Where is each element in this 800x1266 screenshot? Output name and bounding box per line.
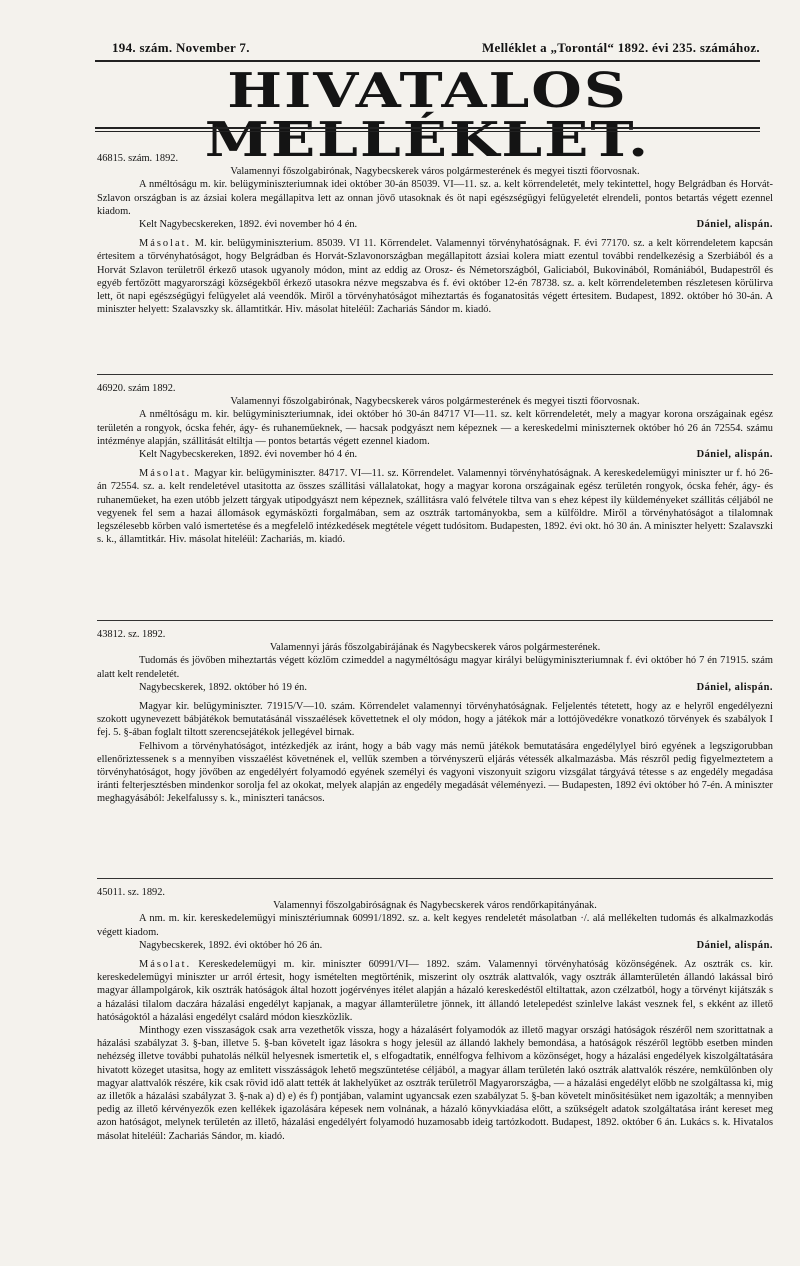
notice-address: Valamennyi főszolgabirónak, Nagybecskerek város polgármesterének és megyei tiszti főorvosnak.: [230, 166, 640, 178]
notice-address: Valamennyi járás főszolgabirájának és Nagybecskerek város polgármesterének.: [269, 642, 601, 654]
notice-number: 46815. szám. 1892.: [97, 153, 179, 164]
notice-copy: Magyar kir. belügyminiszter. 71915/V—10. szám. Körrendelet valamennyi törvényhatóságnak. Feljelentés tétetett, hogy az e helyről engedélyezni szokott ugynevezett bábjátékok bemutatásánál visszaélések követtetnek el oly módon, hogy a játékok már a lottójövedékre vonatkozó törvények és szabályok I fej. 5. §-ában foglalt tiltott szerencsejátékok jellegével birnak.: [97, 701, 773, 739]
notice-copy: Kereskedelemügyi m. kir. miniszter 60991/VI— 1892. szám. Valamennyi törvényhatóság közönségének. Az osztrák cs. kir. kereskedelemügyi miniszter ur arról értesit, hogy ismételten megtörténik, miszerint oly osztrák alattvalók, vagy osztrák államterületén állandó lakással biró magyar állampolgárok, kik osztrák hatóságok által hozott jogérvényes itélet alapján a házaló kereskedéstől eltiltattak, azon czélzatból, hogy a törvényt kijátszák s a házalási tilalom daczára házalási engedélyt kapjanak, a magyar államterületre jönnek, itt állandó letelepedést szinlelve lakást vesznek fel, s ekként az illető hatóságoktól a házalási engedélyt csalárd módon kieszközlik.: [97, 959, 773, 1023]
notice-signature: Dániel, alispán.: [696, 939, 773, 951]
notice-dated: Kelt Nagybecskereken, 1892. évi november hó 4 én.: [139, 219, 358, 231]
title-rule-bottom: [95, 131, 760, 132]
notice-copy-continued: Minthogy ezen visszaságok csak arra vezethetők vissza, hogy a házalásért folyamodók az illető magyar országi hatóságok részéről nem szorittatnak a házalási szabályzat 3. §-ban, illetve 5. §-ban követelt igaz lásokra s hogy jelesül az állandó lakhely bemondása, a hatóságok részéről legtöbb esetben minden nehézség illetve további puhatolás nélkül helyesnek ismertetik el, s elfogadtatik, ennélfogva felhivom a közönséget, hogy a házalási engedélyek kiszolgáltatására hivatott közeget utasitsa, hogy az emlitett visszásságok lehető megszüntetése céljából, a magyar állam területén lakó osztrák alattvalók részére, nemkülönben oly magyar alattvalók részére, kik csak rövid idő alatt tették át lakhelyüket az osztrák területről Magyarországba, — a házalási engedélyt előbb ne szolgáltassa ki, mig az illetők a házalási szabályzat 3. §-nak a) d) e) és f) pontjában, valamint ugyancsak ezen szabályzat 5. §-ban követelt minősitésüket nem igazolták; a mennyiben pedig az illető kérvényezők ezen kellékek igazolására képesek nem volnának, a házaló könyvkiadása előtt, a szükségelt adatok szolgáltatása iránt kereset meg azon hatóságot, melynek területén az illető, házalási engedélyért folyamodó huzamosabb ideig tartózkodott. Budapest, 1892. október 6 án. Lukács s. k. Hivatalos másolat hiteléül: Zachariás Sándor, m. kiadó.: [97, 1025, 773, 1142]
notice-number: 45011. sz. 1892.: [97, 887, 166, 898]
section-divider: [97, 620, 773, 621]
notice-address: Valamennyi főszolgabirónak, Nagybecskerek város polgármesterének és megyei tiszti főorvosnak.: [230, 396, 640, 408]
issue-number: 194. szám. November 7.: [112, 40, 250, 55]
notice-copy: M. kir. belügyminiszterium. 85039. VI 11. Körrendelet. Valamennyi törvényhatóságnak. F. évi 77170. sz. a kelt körrendeletem kapcsán értesitem a törvényhatóságot, hogy Belgrádban és Horvát-Szlavonországban megállapitott ázsiai kolera miatt ezentul további rendelkezésig a Szerbiából és a Horvát Szlavon területről érkező utasok ugyanoly módon, mint az eddig az Orosz- és Németországból, Galiciaból, Bukovinából, Romániából, Budapestről és egyéb fertőzött magyarországi községekből érkező utasokra nézve megszabva és f. évi október 12-én 78738. sz. a. kelt körrendeletemben részletesen körülirva lett, öt napi egészségügyi felügyelet alá veendők. Miről a törvényhatóságot miheztartás és foganatositás végett értesitem. Budapest, 1892. október hó 30-án. A miniszter helyett: Szalavszky sk. államtitkár. Hiv. másolat hiteléül: Zachariás Sándor m. kiadó.: [97, 238, 773, 316]
notice-signature: Dániel, alispán.: [696, 681, 773, 693]
notice-body: Tudomás és jövőben miheztartás végett közlöm czimeddel a nagyméltóságu magyar királyi belügyminiszteriumnak f. évi október hó 7 én 71915. szám alatt kelt rendeletét.: [97, 655, 773, 680]
notice-signature: Dániel, alispán.: [696, 449, 773, 461]
notice-body: A nm. m. kir. kereskedelemügyi minisztériumnak 60991/1892. sz. a. kelt kegyes rendeletét másolatban ·/. alá mellékelten tudomás és alkalmazkodás végett kiadom.: [97, 913, 773, 938]
notice-number: 46920. szám 1892.: [97, 383, 176, 394]
copy-label: Másolat.: [139, 959, 192, 971]
header-rule: [95, 60, 760, 62]
section-divider: [97, 374, 773, 375]
notice-number: 43812. sz. 1892.: [97, 629, 166, 640]
supplement-note: Melléklet a „Torontál“ 1892. évi 235. számához.: [481, 40, 760, 55]
section-divider: [97, 878, 773, 879]
page-title: HIVATALOS MELLÉKLET.: [204, 62, 651, 168]
copy-label: Másolat.: [139, 468, 192, 480]
notice-46920: [97, 382, 773, 546]
notice-body: A nméltóságu m. kir. belügyminiszteriumnak idei október 30-án 85039. VI—11. sz. a. kelt körrendeletét, mely tekintettel, hogy Belgrádban és Horvát-Szlavon országban is az ázsiai kolera megállapitva lett az onnan jövő utasoknak és öt napi egészségügyi felügyeletét elrendeli, pontos betartás végett ezennel kiadom.: [97, 179, 773, 217]
copy-label: Másolat.: [139, 238, 192, 250]
title-rule-top: [95, 127, 760, 129]
notice-46815: [97, 152, 773, 316]
notice-body: A nméltóságu m. kir. belügyminiszteriumnak, idei október hó 30-án 84717 VI—11. sz. kelt körrendeletét, mely a magyar korona országainak egész területén a rongyok, ócska fehér, ágy- és ruhaneműeknek, — hacsak podgyászt nem képeznek — a kereskedelmi miniszternek október hó 26 án 72554. számu intézménye alapján, szállitását eltiltja — pontos betartás végett ezennel kiadom.: [97, 409, 773, 447]
notice-45011: [97, 886, 773, 1143]
notice-43812: [97, 628, 773, 806]
notice-address: Valamennyi főszolgabiróságnak és Nagybecskerek város rendőrkapitányának.: [273, 900, 597, 912]
notice-signature: Dániel, alispán.: [696, 219, 773, 231]
notice-dated: Kelt Nagybecskereken, 1892. évi november hó 4 én.: [139, 449, 358, 461]
notice-copy-continued: Felhivom a törvényhatóságot, intézkedjék az iránt, hogy a báb vagy más nemü játékok bemutatására engedélylyel biró egyének a legszigorubban ellenőriztessenek s a mennyiben visszaélést követnének el, vellük szemben a törvényszerü eljárás vétessék alkalmazásba. Más részről pedig figyelmeztetem a törvényhatóságot, hogy jövőben az engedélyért folyamodó egyének személyi és vagyoni viszonyuit szigoru vizsgálat tárgyává tétesse s az engedély megadása iránti felterjesztésben mindenkor sorolja fel az okokat, melyek alapján az engedély megadását véleményezi. — Budapesten, 1892 évi október hó 7-én. A miniszter meghagyásából: Jekelfalussy s. k., miniszteri tanácsos.: [97, 740, 773, 805]
notice-dated: Nagybecskerek, 1892. október hó 19 én.: [139, 681, 307, 693]
notice-copy: Magyar kir. belügyminiszter. 84717. VI—11. sz. Körrendelet. Valamennyi törvényhatóságnak. A kereskedelemügyi miniszter ur f. hó 26-án 72554. sz. a. kelt rendeletével utasitotta az összes szállitási vállalatokat, hogy a magyar korona országainak egész területén rongyok, ócska fehér, ágy- és ruhaneműeket, ha ezen utóbb jelzett tárgyak utipodgyászt nem képeznek, szállitásra való felvétele tiltva van s ehez képest ily küldeményeket szállitás céljából ne vegyenek fel sem a hazai állomások egymásközti forgalmában, sem az osztrák tartományokba, sem a külföldre. Miről a törvényhatóságot a tilalomnak legszélesebb körben való ismertetése és a megfelelő intézkedések megtétele végett tudósitom. Budapesten, 1892. évi okt. hó 30 án. A miniszter helyett: Szalavszki s. k., államtitkár. Hiv. másolat hiteléül: Zachariás, m. kiadó.: [97, 468, 773, 546]
notice-dated: Nagybecskerek, 1892. évi október hó 26 án.: [139, 939, 323, 951]
